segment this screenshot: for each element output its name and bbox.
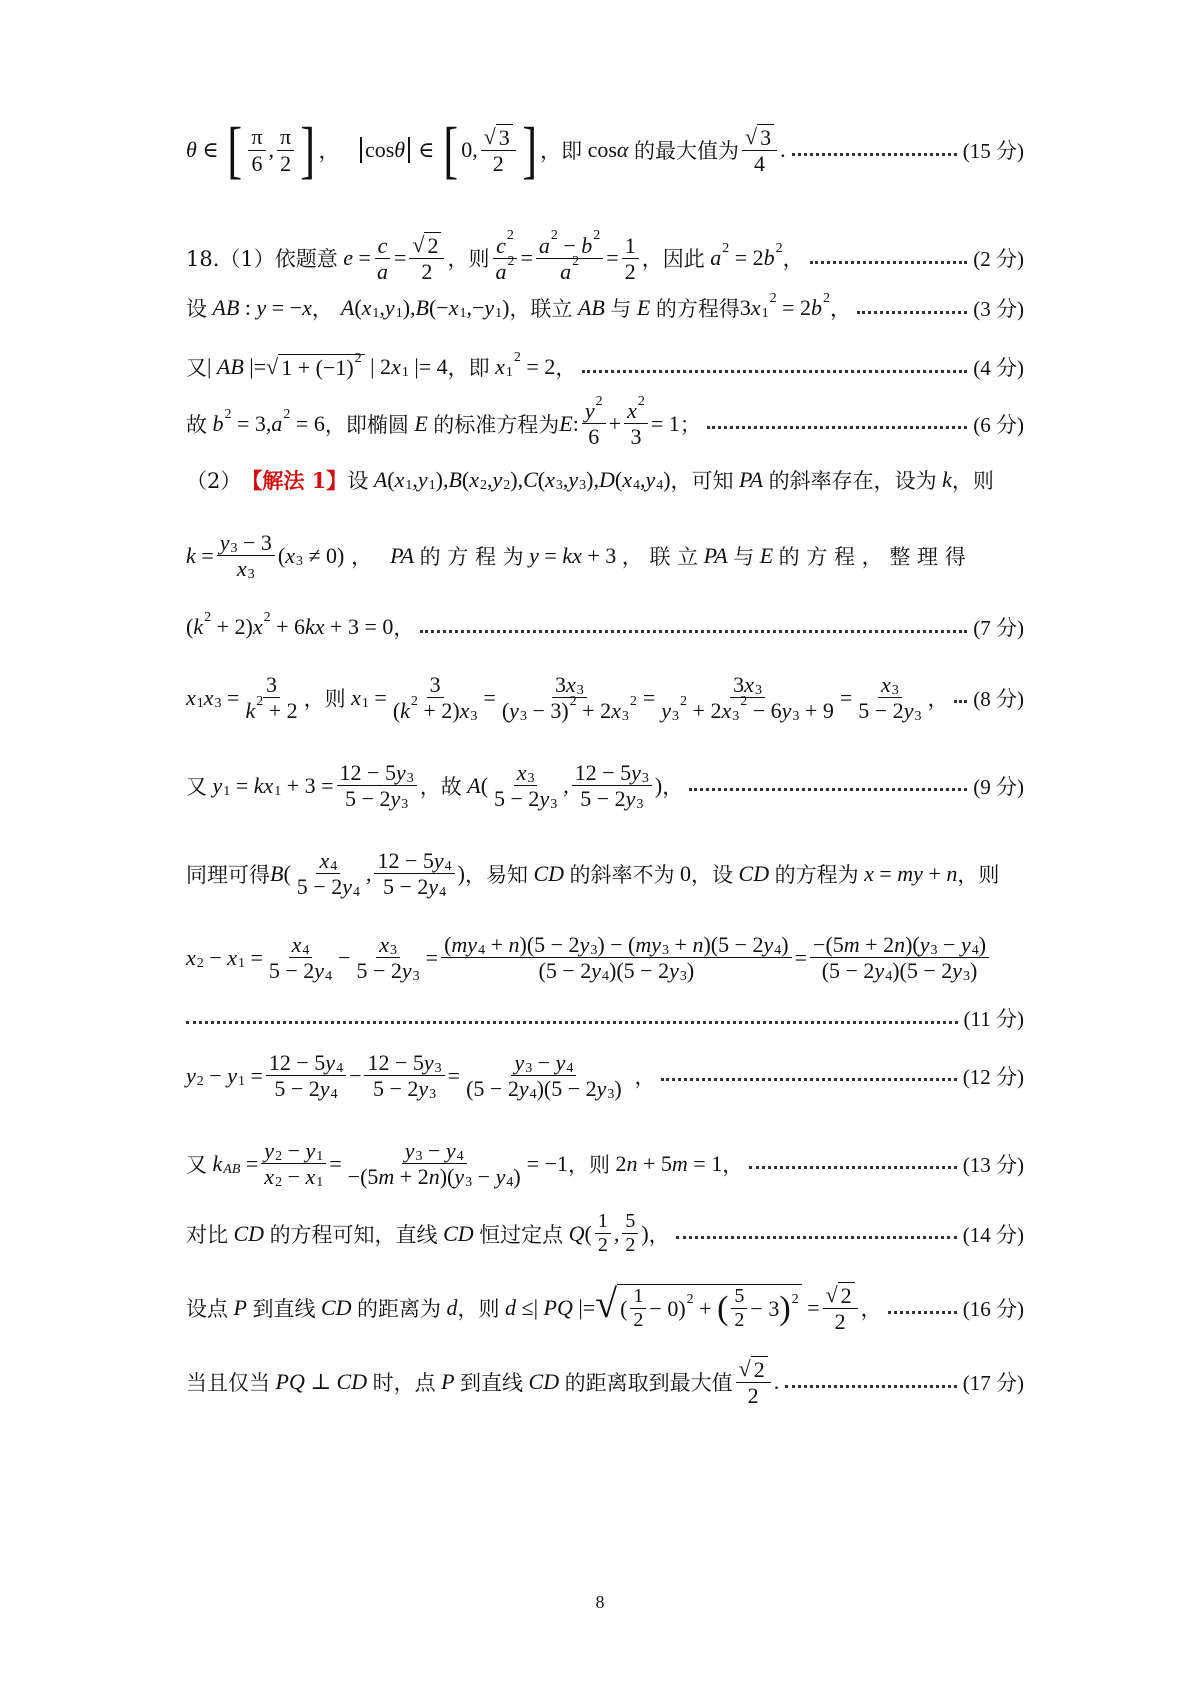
line-distance-bound: 设点 P 到直线 CD 的距离为 d ，则 d ≤| PQ |= √ ( $\frac{1}{2}$ − 0) 2 + ( $\frac{5}{2}$ − 3 ) 2 = √ 2 2 ， (16 分) (186, 1281, 1024, 1335)
ze3-text: ，则 (567, 1152, 610, 1177)
line-kab: 又 k AB = y 2 − y 1 x 2 − x 1 = y 3 − y 4 −(5 m + 2 n )( y 3 − y 4 ) = −1 ，则 2 n + 5 m = 1 ， (13 分) (186, 1138, 1024, 1190)
comma-text: ， (662, 774, 684, 799)
comma-text: ， (351, 544, 373, 569)
score-7: (7 分) (973, 616, 1024, 640)
score-14: (14 分) (962, 1222, 1024, 1247)
pa-fc-text: 的 方 程 为 (419, 544, 524, 569)
dot-leader (888, 1311, 957, 1314)
x1x3-eq: x 1 x 3 = 3 k 2 + 2 (186, 672, 298, 724)
dot-leader (792, 153, 957, 156)
dot-leader (810, 261, 968, 264)
point-q: Q ( $\frac{1}{2}$ , $\frac{5}{2}$ ) (568, 1210, 649, 1256)
score-12: (12 分) (962, 1064, 1024, 1089)
ze-text: ，则 (957, 862, 1000, 887)
fckz-text: 的方程可知，直线 (269, 1222, 438, 1247)
y1-eq: y 1 = kx 1 + 3 = 12 − 5 y 3 5 − 2 y 3 (207, 760, 420, 812)
comma-text: ， (634, 1064, 656, 1089)
comma-text: ， (393, 616, 415, 640)
kezhi-text: ，可知 (670, 469, 734, 493)
she-text: 设 (186, 297, 207, 321)
comma-text: ， (830, 297, 852, 321)
question-18-label: 18.（1）依题意 (186, 247, 338, 272)
points-ab: A ( x 1 , y 1 ), B (− x 1 ,− y 1 ) (340, 295, 510, 321)
shi-text: 时，点 (372, 1371, 436, 1396)
ji-text: ，即 (540, 139, 583, 163)
ze-text: ，则 (447, 247, 490, 272)
comma-text: ， (782, 247, 804, 272)
gua-text: ，故 (419, 774, 462, 799)
distance-eq: d ≤| PQ |= √ ( $\frac{1}{2}$ − 0) 2 + ( $\frac{5}{2}$ − 3 ) 2 = √ 2 2 (500, 1282, 861, 1335)
score-13: (13 分) (962, 1152, 1024, 1177)
yinci-text: ，因此 (641, 247, 705, 272)
k-eq: k = y 3 − 3 x 3 ( x 3 ≠ 0) (186, 530, 345, 582)
part2-label: （2） (186, 469, 242, 493)
line-part2-setup: （2） 【解法 1】 设 A ( x 1 , y 1 ), B ( x 2 , y 2 ), C ( x 3 , y 3 ), D ( x 4 , y 4 ) ，可知 PA 的斜率存在，设为 k ，则 (186, 467, 994, 493)
ellipse-eq: E : y 2 6 + x 2 3 = 1 (559, 393, 680, 450)
line-ab-length: 又 | AB |= √ 1 + (−1) 2 | 2 x 1 |= 4 ，即 x 1 2 = 2 ， (4 分) (186, 350, 1024, 380)
ji-text: ，即 (447, 356, 490, 380)
comma-text: ， (318, 139, 340, 163)
she-text: 设 (347, 469, 369, 493)
eccentricity-eq: e = $\frac{c}{a}$ = √ 2 2 (338, 232, 448, 285)
yu2-text: 与 (733, 544, 755, 569)
theta-interval: θ ∈ [ $\frac{\pi}{6}$ , $\frac{\pi}{2}$ ] (186, 114, 316, 185)
ze-text: ，则 (951, 469, 994, 493)
line-theta-range: θ ∈ [ $\frac{\pi}{6}$ , $\frac{\pi}{2}$ ] ， cos θ ∈ [ 0, √ 3 2 ] ，即 cos α 的最大值为 √ 3 4 . (15 分) (186, 114, 1024, 185)
yizhi-text: ，易知 (464, 862, 528, 887)
daozx-text: 到直线 (460, 1371, 524, 1396)
bw0-text: 的斜率不为 (569, 862, 675, 887)
score-6: (6 分) (973, 412, 1024, 437)
dot-leader (857, 311, 967, 314)
jlw-text: 的距离为 (357, 1297, 442, 1322)
shedian-text: 设点 (186, 1297, 228, 1322)
ab-length-eq: | AB |= √ 1 + (−1) 2 | 2 x 1 |= 4 (207, 350, 448, 380)
line-x2-minus-x1 (186, 932, 1024, 984)
duibi-text: 对比 (186, 1222, 228, 1247)
dot-leader (676, 1236, 957, 1239)
qdzd-text: 的距离取到最大值 (564, 1371, 733, 1396)
points-abcd: A ( x 1 , y 1 ), B ( x 2 , y 2 ), C ( x 3 , y 3 ), D ( x 4 , y 4 ) (373, 467, 671, 493)
score-8: (8 分) (973, 686, 1024, 711)
ratio-eq: c 2 a 2 = a 2 − b 2 a 2 = $\frac{1}{2}$ (489, 233, 641, 285)
score-17: (17 分) (962, 1371, 1024, 1396)
you-text: 又 (186, 774, 207, 799)
score-3: (3 分) (973, 297, 1024, 321)
you-text: 又 (186, 1152, 207, 1177)
fcd-text: 的方程得 (655, 297, 740, 321)
yu-text: 与 (610, 297, 632, 321)
dot-leader (707, 426, 968, 429)
dot-leader (661, 1078, 956, 1081)
comma-text: ， (860, 1297, 882, 1322)
method-1-label: 【解法 1】 (241, 468, 348, 493)
ze2-text: ，则 (303, 686, 346, 711)
point-a-coords: A ( x 3 5 − 2 y 3 , 12 − 5 y 3 5 − 2 y 3 ) (467, 760, 663, 812)
fcw-text: 的方程为 (774, 862, 859, 887)
dot-leader (186, 1021, 958, 1024)
line-x1-derivation (186, 672, 1024, 724)
comma-text: ， (648, 1222, 670, 1247)
fc2-text: 的 方 程 ， 整 理 得 (778, 544, 966, 569)
dot-leader (954, 700, 967, 703)
line-ellipse-equation: 故 b 2 = 3, a 2 = 6 ，即椭圆 E 的标准方程为 E : y 2 6 + x 2 3 = 1 ； (6 分) (186, 393, 1024, 450)
dqjd-text: 当且仅当 (186, 1371, 270, 1396)
line-fixed-point: 对比 CD 的方程可知，直线 CD 恒过定点 Q ( $\frac{1}{2}$ , $\frac{5}{2}$ ) ， (14 分) (186, 1210, 1024, 1256)
quadratic-eq: ( k 2 + 2) x 2 + 6 kx + 3 = 0 (186, 610, 394, 639)
dao-text: 到直线 (252, 1297, 316, 1322)
comma-text: ， (927, 686, 949, 711)
xielv-text: 的斜率存在，设为 (768, 469, 937, 493)
gu-text: 故 (186, 412, 207, 437)
comma-text: ， (311, 297, 333, 321)
dot-leader (785, 1385, 957, 1388)
line-y2-minus-y1 (186, 1050, 1024, 1102)
ze3-text: ，则 (457, 1297, 500, 1322)
x1-eq: x 1 = 3 ( k 2 + 2) x 3 = 3 x 3 ( y 3 − 3) 2 + 2 x 3 2 = 3 x 3 y 3 2 + 2 x 3 2 − 6 y 3 + 9 = x 3 5 − 2 y 3 (351, 672, 922, 724)
line-k-definition: k = y 3 − 3 x 3 ( x 3 ≠ 0) ， PA 的 方 程 为 y = kx + 3 ， 联 立 PA 与 E 的 方 程 ， 整 理 得 (186, 530, 966, 582)
ab-line-eq: AB : y = − x (212, 295, 312, 320)
line-ab-setup: 设 AB : y = − x ， A ( x 1 , y 1 ), B (− x 1 ,− y 1 ) ，联立 AB 与 E 的方程得 3 x 1 2 = 2 b 2 ， (3 分) (186, 291, 1024, 321)
tuoyuan-text: ，即椭圆 (324, 412, 409, 437)
line-conclusion: 当且仅当 PQ ⊥ CD 时，点 P 到直线 CD 的距离取到最大值 √ 2 2 . (17 分) (186, 1356, 1024, 1409)
dot-leader (582, 370, 967, 373)
score-2: (2 分) (973, 247, 1024, 272)
you-text: 又 (186, 356, 207, 380)
line-point-b: 同理可得 B ( x 4 5 − 2 y 4 , 12 − 5 y 4 5 − 2 y 4 ) ，易知 CD 的斜率不为 0 ，设 CD 的方程为 x = my + n ，则 (186, 848, 1000, 900)
score-11: (11 分) (963, 1007, 1024, 1031)
dot-leader (749, 1166, 957, 1169)
score-16: (16 分) (962, 1297, 1024, 1322)
lian2-text: ， 联 立 (621, 544, 699, 569)
comma-text: ， (722, 1152, 744, 1177)
lianli-text: ，联立 (509, 297, 573, 321)
abs-cos-interval: cos θ ∈ [ 0, √ 3 2 ] (357, 118, 540, 182)
line-18-1: 18.（1）依题意 e = $\frac{c}{a}$ = √ 2 2 ，则 c 2 a 2 = a 2 − b 2 a 2 = $\frac{1}{2}$ ，因此 a 2 = 2 b 2 ， (2 分) (186, 228, 1024, 285)
biaozhun-text: 的标准方程为 (433, 412, 560, 437)
point-b-coords: B ( x 4 5 − 2 y 4 , 12 − 5 y 4 5 − 2 y 4 ) (270, 848, 465, 900)
kab-eq: k AB = y 2 − y 1 x 2 − x 1 = y 3 − y 4 −(5 m + 2 n )( y 3 − y 4 ) = −1 (212, 1138, 568, 1190)
score-15a: (15 分) (962, 139, 1024, 163)
y2-minus-y1-eq: y 2 − y 1 = 12 − 5 y 4 5 − 2 y 4 − 12 − 5 y 3 5 − 2 y 3 = y 3 − y 4 (5 − 2 y 4 )(5 − 2 y 3 ) (186, 1050, 622, 1102)
score-9: (9 分) (973, 774, 1024, 799)
x2-minus-x1-eq: x 2 − x 1 = x 4 5 − 2 y 4 − x 3 5 − 2 y 3 = ( my 4 + n )(5 − 2 y 3 ) − ( my 3 + n )(5 − 2 y 4 ) (5 − 2 y 4 )(5 − 2 y 3 ) = −(5 m + 2 n )( y 3 − y 4 ) (5 − 2 y 4 )(5 − 2 y 3 ) (186, 932, 992, 984)
line-y1-derivation (186, 760, 1024, 812)
line-score-11 (186, 1003, 1024, 1033)
page-number: 8 (595, 1592, 605, 1612)
shecd-text: ，设 (691, 862, 734, 887)
score-4: (4 分) (973, 356, 1024, 380)
max-value-text: 的最大值为 (633, 139, 739, 163)
dot-leader (420, 630, 967, 633)
semicolon-text: ； (679, 412, 701, 437)
dot-leader (689, 788, 967, 791)
hgdd-text: 恒过定点 (479, 1222, 564, 1247)
tongli-text: 同理可得 (186, 862, 270, 887)
comma-text: ， (555, 356, 577, 380)
line-quadratic (186, 612, 1024, 642)
